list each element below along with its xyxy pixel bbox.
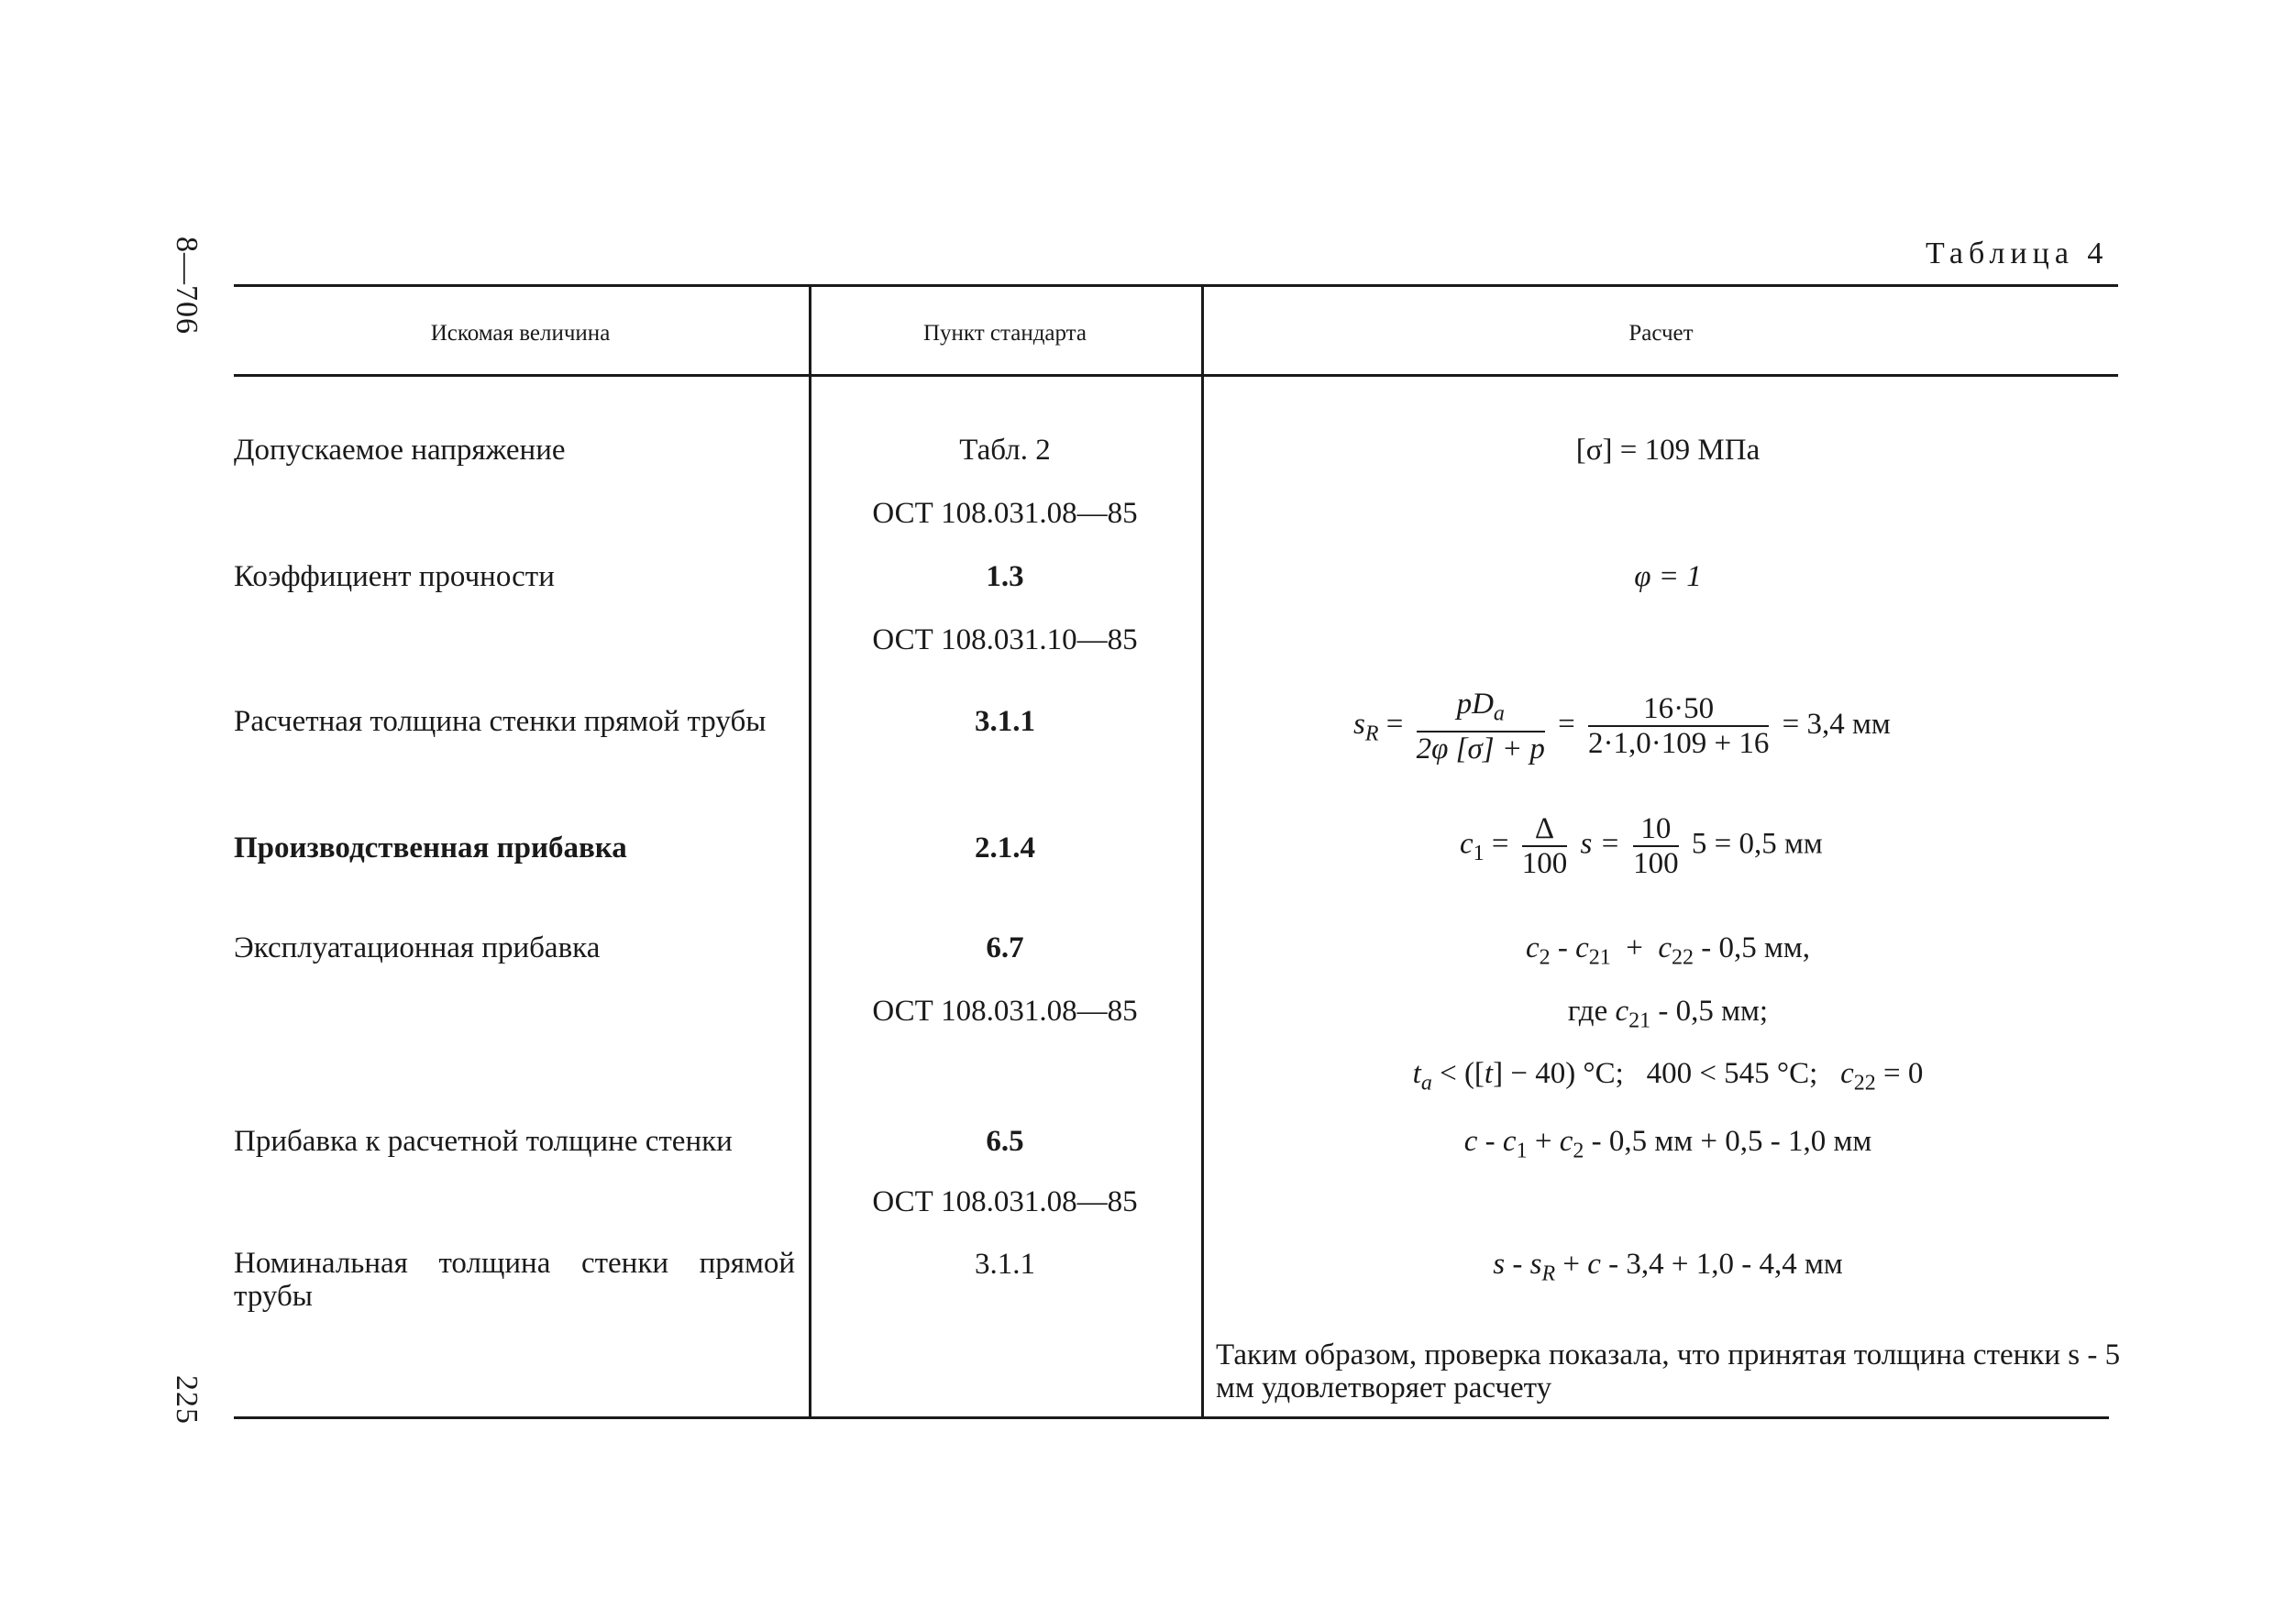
table-bottom-rule (234, 1416, 2109, 1419)
operational-allowance-formula: $c_2 - c_{21} + c_{22} - 0,5$ мм, (1525, 931, 1811, 970)
table-header-rule (234, 374, 2118, 377)
row-clause-standard: ОСТ 108.031.08—85 (872, 995, 1138, 1028)
header-clause: Пункт стандарта (922, 321, 1087, 346)
row-clause: 3.1.1 (975, 705, 1035, 738)
header-quantity: Искомая величина (430, 321, 611, 346)
row-clause: 2.1.4 (975, 832, 1035, 865)
conclusion-text: Таким образом, проверка показала, что принятая толщина стенки s - 5 мм удовлетворяет расчету (1216, 1338, 2121, 1404)
row-quantity: Коэффициент прочности (234, 560, 555, 593)
temperature-condition: $t_a < ([t] - 40)$ °C; 400 < 545 °C; $c_{22} = 0$ (1412, 1057, 1924, 1096)
wall-thickness-formula: $s_R$ = $\frac{pD_a}{2\varphi [\sigma] + p}$ = $\frac{16\cdot 50}{2\cdot 1,0\cdot 109 + 16}$ = 3,4 мм (1353, 688, 1891, 765)
column-divider-2 (1201, 284, 1204, 1418)
row-quantity: Производственная прибавка (234, 832, 627, 865)
row-quantity: Расчетная толщина стенки прямой трубы (234, 705, 767, 738)
row-clause: 6.7 (986, 931, 1024, 964)
row-clause-standard: ОСТ 108.031.10—85 (872, 623, 1138, 656)
row-quantity: Прибавка к расчетной толщине стенки (234, 1125, 733, 1158)
row-clause: 1.3 (986, 560, 1024, 593)
total-allowance-formula: $c - c_1 + c_2 - 0,5$ мм + 0,5 - 1,0 мм (1463, 1125, 1872, 1163)
row-quantity: Номинальная толщина стенки прямой трубы (234, 1247, 795, 1313)
nominal-thickness-formula: $s - s_R + c - 3,4 + 1,0 - 4,4$ мм (1493, 1248, 1843, 1286)
row-calculation: φ = 1 (1634, 560, 1702, 593)
production-allowance-formula: $c_1$ = $\frac{\Delta}{100}$ s = $\frac{10}{100}$ 5 = 0,5 мм (1460, 812, 1823, 880)
row-calculation: [σ] = 109 МПа (1575, 434, 1761, 467)
margin-label-top: 8—706 (170, 237, 204, 335)
page-number: 225 (170, 1375, 204, 1425)
row-clause: Табл. 2 (959, 434, 1051, 467)
table-top-rule (234, 284, 2118, 287)
table-title: Таблица 4 (1926, 237, 2109, 270)
header-calculation: Расчет (1628, 321, 1694, 346)
row-clause: 6.5 (986, 1125, 1024, 1158)
row-clause-standard: ОСТ 108.031.08—85 (872, 1185, 1138, 1218)
row-quantity: Допускаемое напряжение (234, 434, 566, 467)
row-clause: 3.1.1 (975, 1248, 1035, 1281)
row-quantity: Эксплуатационная прибавка (234, 931, 601, 964)
row-clause-standard: ОСТ 108.031.08—85 (872, 497, 1138, 530)
operational-allowance-detail: где $c_{21} - 0,5$ мм; (1567, 995, 1769, 1033)
